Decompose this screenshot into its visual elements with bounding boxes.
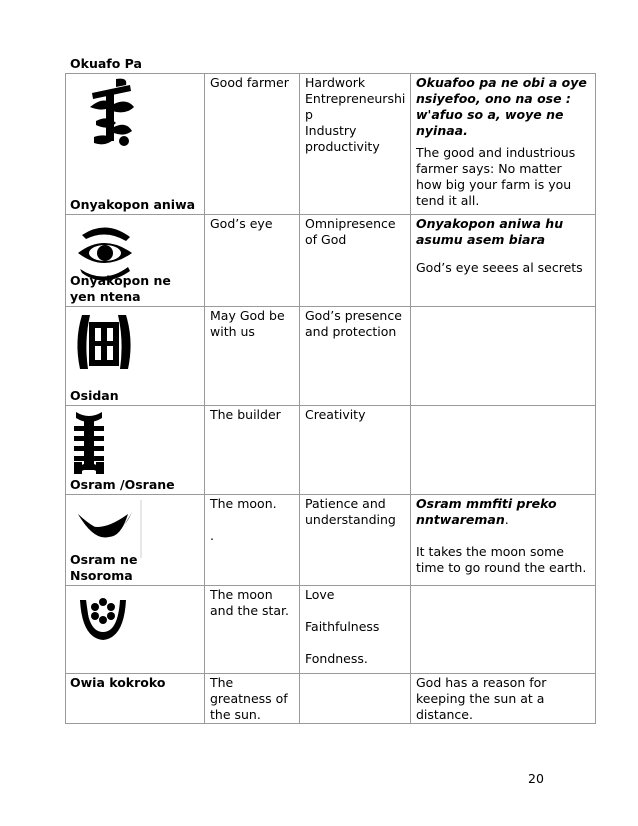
qualities-cell: [300, 495, 411, 586]
proverb-cell: [411, 215, 596, 307]
symbol-name: Osidan: [70, 388, 119, 403]
table-row: [66, 307, 596, 406]
meaning-cell: [205, 74, 300, 215]
symbol-name: Okuafo Pa: [70, 56, 142, 71]
qualities-cell: [300, 74, 411, 215]
proverb-cell: [411, 495, 596, 586]
meaning-cell: [205, 406, 300, 495]
quality-text: Love: [305, 587, 335, 602]
table-row: [66, 586, 596, 674]
symbol-name: Onyakopon aniwa: [70, 197, 196, 212]
quality-text: p: [305, 107, 313, 122]
onyakopon-ne-yen-ntena-symbol-icon: [72, 311, 136, 375]
table-row: [66, 74, 596, 215]
quality-text: Faithfulness: [305, 619, 380, 634]
quality-text: Entrepreneurshi: [305, 91, 406, 106]
quality-text: Hardwork: [305, 75, 366, 90]
meaning-cell: [205, 215, 300, 307]
proverb-twi: Osram mmfiti preko nntwareman: [416, 496, 557, 527]
proverb-english: It takes the moon some time to go round the earth.: [416, 544, 587, 575]
osidan-symbol-icon: [72, 410, 106, 476]
proverb-english: God has a reason for keeping the sun at a distance.: [416, 675, 547, 722]
quality-text: Industry: [305, 123, 357, 138]
proverb-cell: [411, 674, 596, 724]
adinkra-symbols-table: [65, 56, 596, 724]
proverb-cell: [411, 307, 596, 406]
symbol-cell: [66, 56, 205, 215]
page-number: 20: [528, 771, 544, 786]
symbol-cell: [66, 552, 205, 674]
proverb-twi: Onyakopon aniwa hu asumu asem biara: [416, 216, 564, 247]
symbol-name: Osram /Osrane: [70, 477, 175, 492]
proverb-english: God’s eye seees al secrets: [416, 260, 583, 275]
proverb-english: The good and industrious farmer says: No matter how big your farm is you tend it all.: [416, 145, 576, 208]
osram-crescent-symbol-icon: [72, 500, 142, 558]
proverb-cell: [411, 586, 596, 674]
meaning-cell: [205, 495, 300, 586]
symbol-cell: [66, 674, 205, 724]
quality-text: God’s presence and protection: [305, 308, 402, 339]
proverb-cell: [411, 406, 596, 495]
quality-text: Creativity: [305, 407, 366, 422]
symbol-name: Onyakopon ne yen ntena: [70, 273, 171, 304]
meaning-text: The moon.: [210, 496, 277, 511]
meaning-text: The greatness of the sun.: [210, 675, 288, 722]
okuafo-pa-symbol-icon: [86, 77, 136, 149]
meaning-text: The moon and the star.: [210, 587, 290, 618]
meaning-extra: .: [210, 528, 214, 543]
table-row: [66, 674, 596, 724]
quality-text: Patience and understanding: [305, 496, 396, 527]
quality-text: productivity: [305, 139, 380, 154]
qualities-cell: [300, 406, 411, 495]
meaning-text: God’s eye: [210, 216, 273, 231]
qualities-cell: [300, 215, 411, 307]
meaning-cell: [205, 674, 300, 724]
proverb-twi-suffix: .: [504, 512, 509, 527]
proverb-cell: [411, 74, 596, 215]
quality-text: Omnipresence of God: [305, 216, 396, 247]
symbol-name: Osram ne Nsoroma: [70, 552, 138, 583]
meaning-text: May God be with us: [210, 308, 285, 339]
symbol-name: Owia kokroko: [70, 675, 166, 690]
proverb-twi: Okuafoo pa ne obi a oye nsiyefoo, ono na ose : w'afuo so a, woye ne nyinaa.: [416, 75, 587, 138]
meaning-cell: [205, 307, 300, 406]
meaning-cell: [205, 586, 300, 674]
meaning-text: The builder: [210, 407, 281, 422]
osram-ne-nsoroma-symbol-icon: [76, 590, 130, 644]
qualities-cell: [300, 586, 411, 674]
quality-text: Fondness.: [305, 651, 368, 666]
qualities-cell: [300, 307, 411, 406]
qualities-cell: [300, 674, 411, 724]
meaning-text: Good farmer: [210, 75, 289, 90]
